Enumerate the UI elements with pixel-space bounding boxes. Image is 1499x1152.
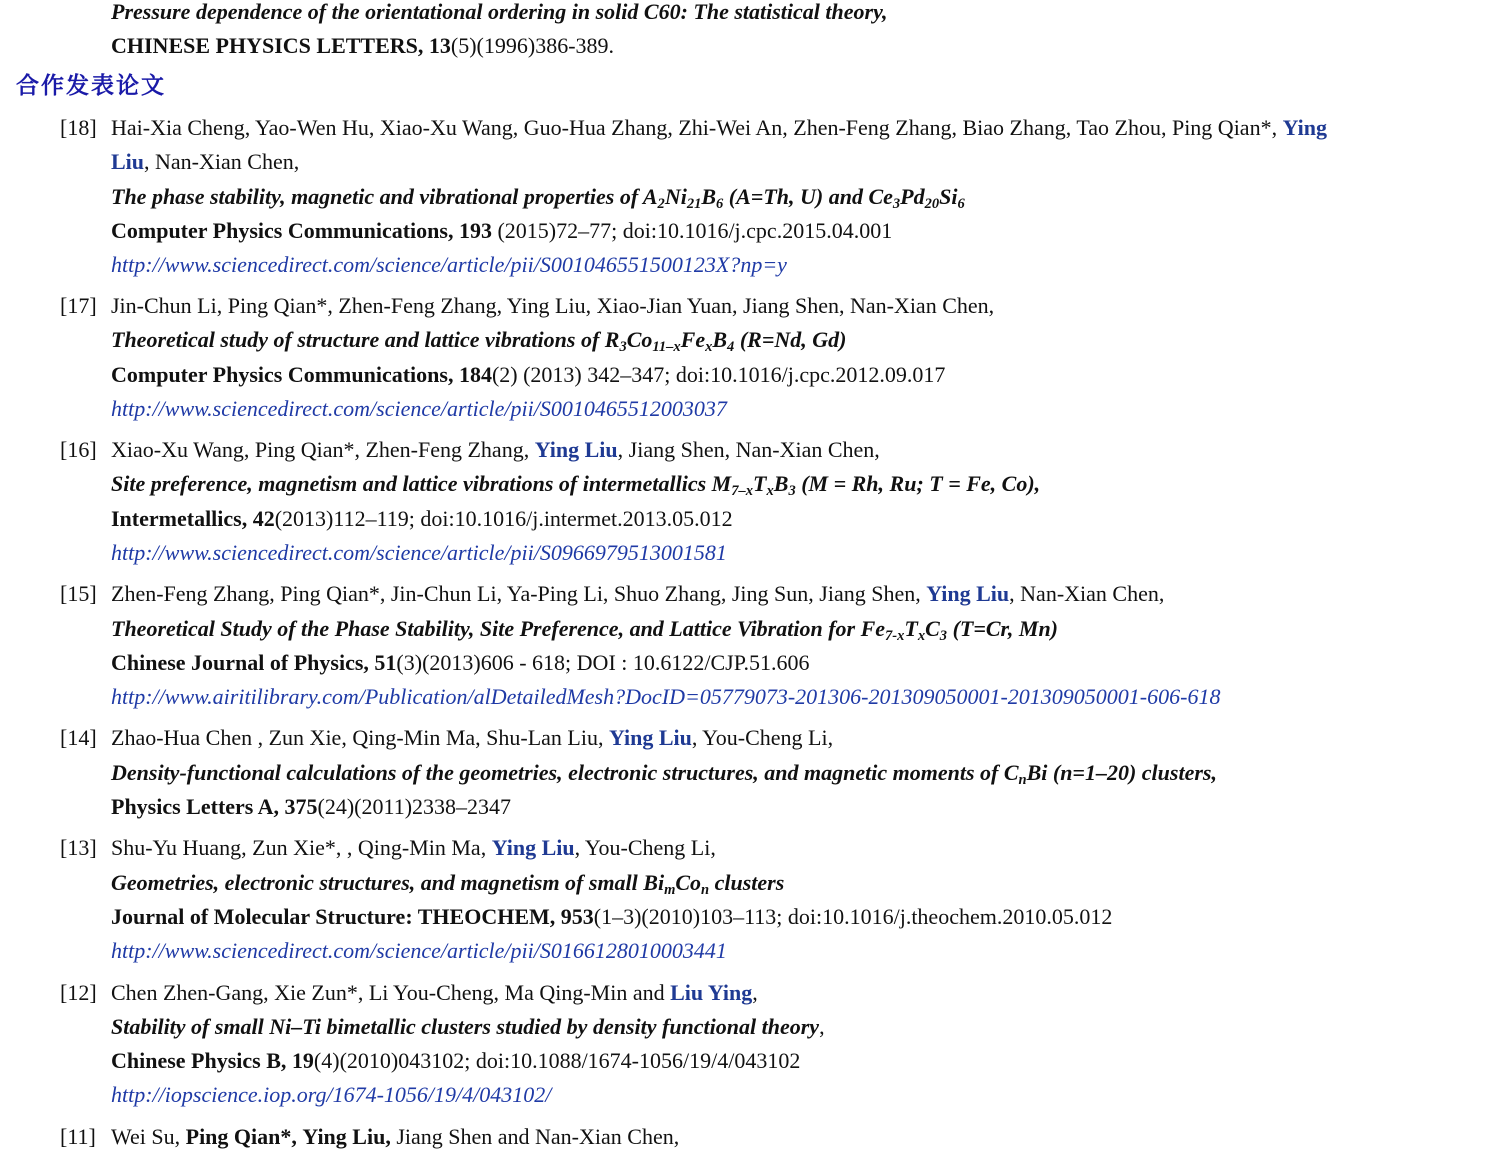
ref-12-authors-tail: , (752, 980, 758, 1005)
ref-13-title-part: Geometries, electronic structures, and magnetism of small Bi (111, 870, 665, 895)
ref-17-link[interactable]: http://www.sciencedirect.com/science/article/pii/S0010465512003037 (111, 396, 727, 421)
ref-16-url-line (111, 538, 727, 568)
ref-15-url-line (111, 682, 1220, 712)
ref-12-title-tail: , (819, 1014, 825, 1039)
subscript: 3 (939, 628, 948, 645)
ref-12-authors (111, 978, 758, 1008)
ref-18-authors (111, 113, 1327, 143)
ref-13-link[interactable]: http://www.sciencedirect.com/science/article/pii/S0166128010003441 (111, 938, 727, 963)
ref-13-authors-tail: , You-Cheng Li, (574, 835, 716, 860)
ref-16-title-part: B (773, 471, 789, 496)
ref-11-bold-author: Ping Qian*, (185, 1124, 297, 1149)
ref-12-journal: Chinese Physics B, 19 (111, 1048, 314, 1073)
ref-18-details: (2015)72–77; doi:10.1016/j.cpc.2015.04.001 (491, 218, 893, 243)
ref-17-title-part: Co (626, 327, 653, 352)
ref-13-title (111, 868, 784, 898)
subscript: 21 (686, 196, 702, 213)
ref-11-authors-tail: Jiang Shen and Nan-Xian Chen, (390, 1124, 680, 1149)
ref-18-authors-cont (111, 147, 299, 177)
ref-13-title-part: Co (675, 870, 702, 895)
ref-12-title: Stability of small Ni–Ti bimetallic clusters studied by density functional theory (111, 1014, 820, 1039)
ref-17-title-part: B (712, 327, 728, 352)
ref-16-title (111, 469, 1040, 499)
ref-16-authors (111, 435, 880, 465)
ref-14-journal: Physics Letters A, 375 (111, 794, 318, 819)
ref-18-journal: Computer Physics Communications, 193 (111, 218, 492, 243)
prev-entry-details: (5)(1996)386-389. (450, 33, 615, 58)
subscript: 4 (727, 339, 735, 356)
ref-15-citation (111, 648, 810, 678)
subscript: n (701, 882, 710, 899)
ref-14-citation (111, 792, 511, 822)
ref-15-highlight-author: Ying Liu (926, 581, 1010, 606)
subscript: 7-x (885, 628, 905, 645)
ref-15-title-part: Theoretical Study of the Phase Stability, Site Preference, and Lattice Vibration for Fe (111, 616, 886, 641)
ref-number-16: [16] (60, 437, 97, 462)
ref-14-title (111, 758, 1217, 788)
prev-entry-journal: CHINESE PHYSICS LETTERS, 13 (111, 33, 451, 58)
ref-15-link[interactable]: http://www.airitilibrary.com/Publication/alDetailedMesh?DocID=05779073-201306-201309050001-201309050001-606-618 (111, 684, 1221, 709)
ref-14-title-part: Density-functional calculations of the geometries, electronic structures, and magnetic moments of C (111, 760, 1019, 785)
ref-18-authors-text: Hai-Xia Cheng, Yao-Wen Hu, Xiao-Xu Wang, Guo-Hua Zhang, Zhi-Wei An, Zhen-Feng Zhang, Biao Zhang, Tao Zhou, Ping Qian*, (111, 115, 1278, 140)
ref-17-url-line (111, 394, 727, 424)
ref-13-details: (1–3)(2010)103–113; doi:10.1016/j.theochem.2010.05.012 (593, 904, 1113, 929)
ref-18-title-part: Ni (664, 184, 687, 209)
ref-13-citation (111, 902, 1112, 932)
ref-16-authors-text: Xiao-Xu Wang, Ping Qian*, Zhen-Feng Zhang, (111, 437, 530, 462)
ref-18-citation (111, 216, 892, 246)
subscript: 6 (957, 196, 965, 213)
ref-13-journal: Journal of Molecular Structure: THEOCHEM, 953 (111, 904, 594, 929)
ref-number-18: [18] (60, 115, 97, 140)
subscript: 6 (716, 196, 724, 213)
section-heading: 合作发表论文 (16, 73, 166, 99)
ref-14-title-part: Bi (n=1–20) clusters, (1026, 760, 1217, 785)
subscript: 7–x (731, 483, 754, 500)
ref-18-link[interactable]: http://www.sciencedirect.com/science/article/pii/S001046551500123X?np=y (111, 252, 787, 277)
ref-14-details: (24)(2011)2338–2347 (317, 794, 512, 819)
ref-11-authors-text: Wei Su, (111, 1124, 181, 1149)
ref-13-authors-text: Shu-Yu Huang, Zun Xie*, , Qing-Min Ma, (111, 835, 487, 860)
ref-13-highlight-author: Ying Liu (491, 835, 575, 860)
ref-16-title-part: (M = Rh, Ru; T = Fe, Co), (795, 471, 1041, 496)
ref-18-title-part: The phase stability, magnetic and vibrational properties of A (111, 184, 658, 209)
ref-16-link[interactable]: http://www.sciencedirect.com/science/article/pii/S0966979513001581 (111, 540, 727, 565)
subscript: 3 (619, 339, 627, 356)
ref-15-details: (3)(2013)606 - 618; DOI : 10.6122/CJP.51.606 (396, 650, 810, 675)
subscript: x (917, 628, 926, 645)
ref-14-highlight-author: Ying Liu (608, 725, 692, 750)
subscript: 3 (892, 196, 901, 213)
subscript: 11–x (652, 339, 681, 356)
ref-15-journal: Chinese Journal of Physics, 51 (111, 650, 397, 675)
ref-12-link[interactable]: http://iopscience.iop.org/1674-1056/19/4/043102/ (111, 1082, 552, 1107)
ref-18-highlight-author: Ying (1282, 115, 1327, 140)
ref-17-title-part: Theoretical study of structure and lattice vibrations of R (111, 327, 620, 352)
ref-11-authors (111, 1122, 679, 1152)
prev-entry-citation (111, 31, 614, 61)
ref-18-authors-tail: , Nan-Xian Chen, (144, 149, 300, 174)
ref-18-highlight-author-cont: Liu (111, 149, 145, 174)
ref-18-title-part: Si (939, 184, 958, 209)
ref-14-authors (111, 723, 833, 753)
ref-18-url-line (111, 250, 787, 280)
ref-15-title-part: C (925, 616, 940, 641)
ref-15-authors-tail: , Nan-Xian Chen, (1009, 581, 1165, 606)
subscript: m (664, 882, 676, 899)
ref-15-authors (111, 579, 1164, 609)
ref-11-bold-author: Ying Liu, (302, 1124, 391, 1149)
ref-16-highlight-author: Ying Liu (534, 437, 618, 462)
ref-12-url-line (111, 1080, 551, 1110)
ref-number-13: [13] (60, 835, 97, 860)
subscript: 2 (657, 196, 665, 213)
ref-15-title-part: T (904, 616, 918, 641)
ref-number-17: [17] (60, 293, 97, 318)
ref-17-journal: Computer Physics Communications, 184 (111, 362, 492, 387)
ref-13-url-line (111, 936, 727, 966)
ref-number-14: [14] (60, 725, 97, 750)
subscript: x (766, 483, 774, 500)
ref-13-title-part: clusters (709, 870, 785, 895)
ref-12-title-line (111, 1012, 825, 1042)
ref-14-authors-tail: , You-Cheng Li, (691, 725, 834, 750)
ref-15-title-part: (T=Cr, Mn) (947, 616, 1059, 641)
ref-18-title-part: B (701, 184, 717, 209)
ref-18-title-part: (A=Th, U) and Ce (723, 184, 893, 209)
ref-16-authors-tail: , Jiang Shen, Nan-Xian Chen, (617, 437, 880, 462)
ref-18-title-part: Pd (900, 184, 925, 209)
subscript: n (1018, 772, 1027, 789)
ref-14-authors-text: Zhao-Hua Chen , Zun Xie, Qing-Min Ma, Shu-Lan Liu, (111, 725, 604, 750)
ref-16-title-part: T (753, 471, 767, 496)
ref-15-title (111, 614, 1058, 644)
ref-13-authors (111, 833, 716, 863)
ref-16-title-part: Site preference, magnetism and lattice vibrations of intermetallics M (111, 471, 732, 496)
ref-17-title-part: (R=Nd, Gd) (734, 327, 847, 352)
ref-16-citation (111, 504, 733, 534)
ref-15-authors-text: Zhen-Feng Zhang, Ping Qian*, Jin-Chun Li, Ya-Ping Li, Shuo Zhang, Jing Sun, Jiang Shen, (111, 581, 921, 606)
ref-12-details: (4)(2010)043102; doi:10.1088/1674-1056/19/4/043102 (313, 1048, 801, 1073)
ref-number-11: [11] (60, 1124, 96, 1149)
subscript: 3 (788, 483, 796, 500)
ref-17-citation (111, 360, 945, 390)
ref-12-highlight-author: Liu Ying (670, 980, 753, 1005)
ref-17-authors: Jin-Chun Li, Ping Qian*, Zhen-Feng Zhang, Ying Liu, Xiao-Jian Yuan, Jiang Shen, Nan-Xian Chen, (111, 293, 995, 318)
ref-18-title (111, 182, 965, 212)
ref-17-details: (2) (2013) 342–347; doi:10.1016/j.cpc.2012.09.017 (491, 362, 946, 387)
subscript: 20 (924, 196, 940, 213)
ref-12-citation (111, 1046, 800, 1076)
subscript: x (705, 339, 713, 356)
ref-number-15: [15] (60, 581, 97, 606)
ref-17-title-part: Fe (680, 327, 706, 352)
ref-17-title (111, 325, 846, 355)
ref-number-12: [12] (60, 980, 97, 1005)
ref-16-details: (2013)112–119; doi:10.1016/j.intermet.2013.05.012 (274, 506, 733, 531)
prev-entry-title: Pressure dependence of the orientational ordering in solid C60: The statistical theory, (111, 0, 888, 24)
ref-16-journal: Intermetallics, 42 (111, 506, 275, 531)
ref-12-authors-text: Chen Zhen-Gang, Xie Zun*, Li You-Cheng, Ma Qing-Min and (111, 980, 665, 1005)
